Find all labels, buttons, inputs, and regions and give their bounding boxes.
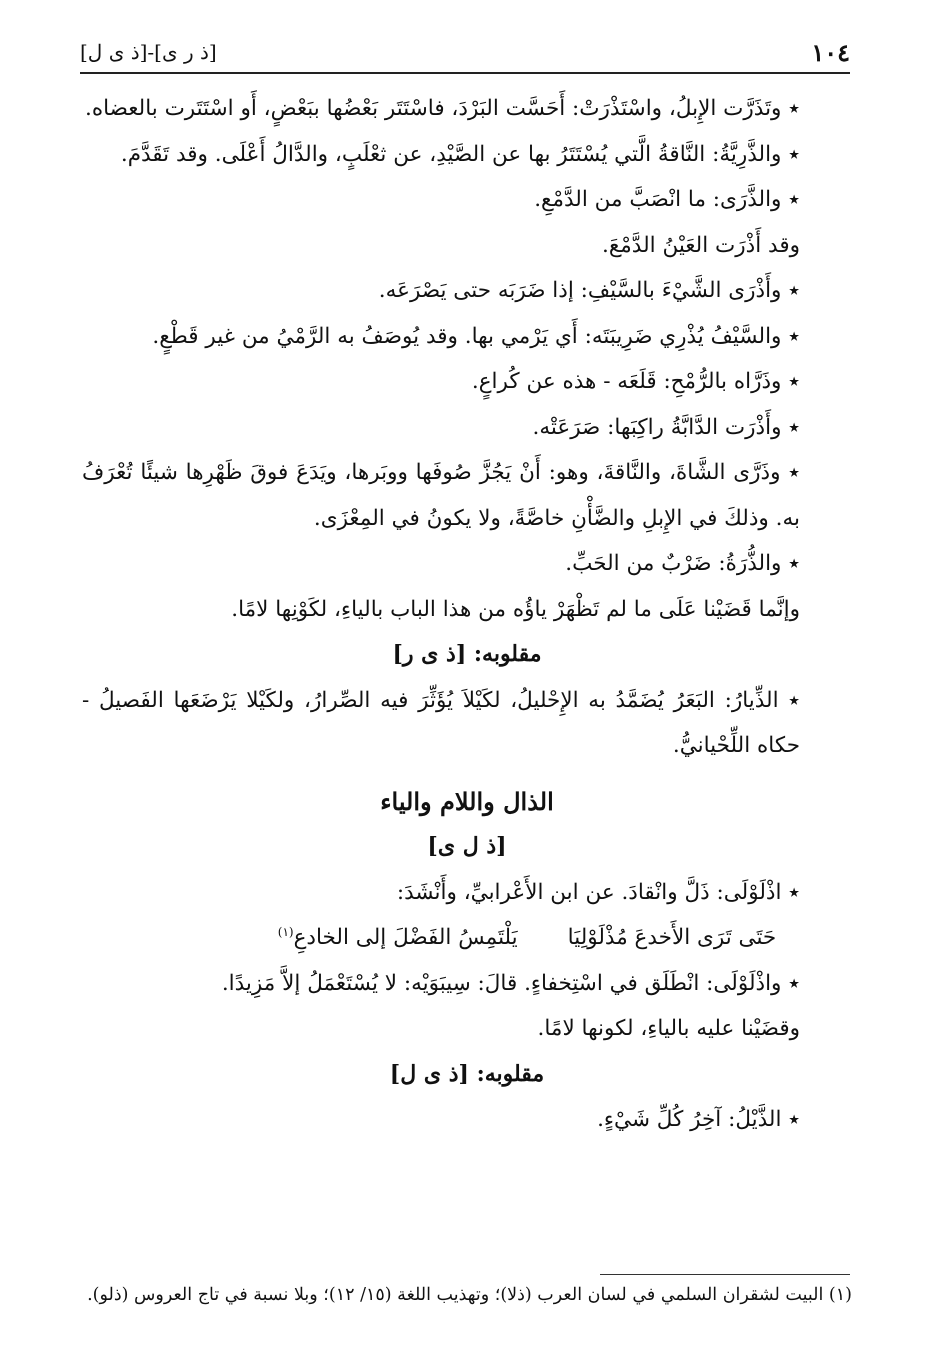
entry-adhrat-dabba: ٭ وأَذْرَت الدَّابَّةُ راكِبَها: صَرَعَتْه. [532, 414, 800, 440]
poetry-verse [82, 915, 852, 961]
line-qadaina: وقضَيْنا عليه بالياءِ، لكونها لامًا. [537, 1016, 800, 1041]
page-number: ١٠٤ [811, 38, 850, 67]
footnote-marker[interactable]: (١) [277, 924, 294, 939]
entry-dhiyar: ٭ الذِّيارُ: البَعَرُ يُضَمَّدُ به الإِحْليلُ، لكَيْلاَ يُؤَثِّرَ فيه الصِّرارُ، ولكَيْلا يَرْضَعَها الفَصيلُ - حكاه اللِّحْيانيُّ. [82, 687, 800, 758]
entry-adhra-sword: ٭ وأَذْرَى الشَّيْءَ بالسَّيْفِ: إذا ضَرَبَه حتى يَصْرَعَه. [378, 278, 800, 303]
entry-sayf: ٭ والسَّيْفُ يُذْرِي ضَرِيبَتَه: أَي يَرْمي بها. وقد يُوصَفُ به الرَّمْيُ من غير قَطْعٍ. [152, 323, 800, 349]
heading-maqlub-dhyr: مقلوبه: [ذ ی ر] [392, 641, 542, 667]
heading-root-dhly: [ذ ل ی] [427, 833, 507, 859]
entry-dhayl: ٭ الذَّيْلُ: آخِرُ كُلِّ شَيْءٍ. [597, 1107, 800, 1132]
entry-dhura: ٭ والذُّرَةُ: ضَرْبٌ من الحَبِّ. [565, 551, 800, 576]
entry-idhlawla: ٭ اذْلَوْلَى: ذَلَّ وانْقادَ. عن ابن الأَعْرابيِّ، وأَنْشَدَ: [396, 879, 800, 905]
line-innama: وإنَّما قَضَيْنا عَلَى ما لم تَظْهَرْ ياؤُه من هذا الباب بالياءِ، لكَوْنِها لامًا. [231, 596, 800, 622]
page-body [82, 86, 852, 1143]
entry-idhlawla-2: ٭ واذْلَوْلَى: انْطَلَق في اسْتِخفاءٍ. قالَ: سِيبَوَيْه: لا يُسْتَعْمَلُ إلاَّ مَزِيدًا. [221, 970, 800, 996]
entry-tadharrat: ٭ وتَذَرَّت الإِبلُ، واسْتَذْرَتْ: أَحَسَّت البَرْدَ، فاسْتَتَر بَعْضُها ببَعْضٍ، أَو اسْتَتَرت بالعضاه. [84, 96, 800, 121]
footnote: (١) البيت لشقران السلمي في لسان العرب (ذلا)؛ وتهذيب اللغة (١٥/ ١٢)؛ وبلا نسبة في تاج العروس (ذلو). [87, 1285, 852, 1305]
heading-maqlub-dhyl: مقلوبه: [ذ ی ل] [389, 1060, 545, 1087]
entry-dhara: ٭ والذَّرَى: ما انْصَبَّ من الدَّمْعِ. [534, 187, 800, 212]
entry-dharra-shat: ٭ وذَرَّى الشَّاةَ، والنَّاقةَ، وهو: أَنْ يَجُزَّ صُوفَها ووبَرها، ويَدَعَ فوقَ ظَهْرِها شيئًا تُعْرَفُ به. وذلكَ في الإِبلِ والضَّأْنِ خاصَّةً، ولا يكونُ في المِعْزَى. [82, 460, 800, 531]
entry-dharriyya: ٭ والذَّرِيَّةُ: النَّاقةُ الَّتي يُسْتَتَرُ بها عن الصَّيْدِ، عن ثعْلَبٍ، والدَّالُ أَعْلَى. وقد تَقَدَّمَ. [120, 141, 800, 167]
footnote-separator [600, 1274, 850, 1275]
verse-hemistich-right: حَتَى تَرَى الأَخدعَ مُذْلَوْلِيَا [567, 925, 777, 950]
section-heading: الذال واللام والياء [380, 786, 554, 816]
entry-dharrahu: ٭ وذَرَّاه بالرُّمْحِ: قَلَعَه - هذه عن كُراعٍ. [471, 369, 800, 394]
running-header [80, 34, 850, 74]
line-adhrat: وقد أَذْرَت العَيْنُ الدَّمْعَ. [602, 232, 800, 258]
verse-hemistich-left: يَلْتَمِسُ الفَضْلَ إلى الخادعِ$^{(١)}$ [277, 924, 518, 950]
header-root-label: [ذ ر ی]-[ذ ی ل] [80, 40, 217, 64]
